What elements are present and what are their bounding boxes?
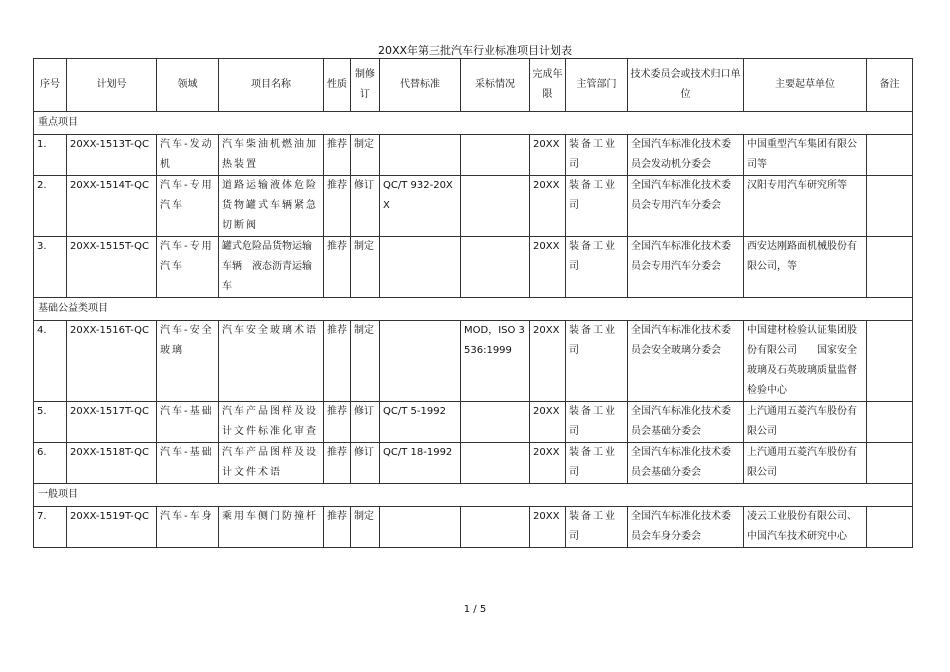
cell-committee: 全国汽车标准化技术委员会专用汽车分委会 <box>628 237 744 298</box>
header-completion-year: 完成年限 <box>530 59 566 112</box>
cell-field: 汽车-安全玻璃 <box>157 321 219 402</box>
cell-replaced-standard <box>380 507 461 548</box>
cell-field: 汽车-车身 <box>157 507 219 548</box>
table-row <box>34 321 913 402</box>
cell-note <box>867 237 913 298</box>
cell-committee: 全国汽车标准化技术委员会车身分委会 <box>628 507 744 548</box>
cell-committee: 全国汽车标准化技术委员会发动机分委会 <box>628 135 744 176</box>
cell-drafter: 中国建材检验认证集团股份有限公司 国家安全玻璃及石英玻璃质量监督检验中心 <box>744 321 867 402</box>
table-header-row <box>34 59 913 112</box>
section-title: 一般项目 <box>34 484 913 507</box>
cell-type: 制定 <box>351 135 380 176</box>
cell-plan-no: 20XX-1519T-QC <box>67 507 157 548</box>
cell-adoption <box>461 443 530 484</box>
section-row-basic-public-projects <box>34 298 913 321</box>
cell-adoption <box>461 507 530 548</box>
cell-drafter: 中国重型汽车集团有限公司等 <box>744 135 867 176</box>
cell-completion-year: 20XX <box>530 402 566 443</box>
cell-replaced-standard: QC/T 5-1992 <box>380 402 461 443</box>
cell-note <box>867 176 913 237</box>
section-title: 基础公益类项目 <box>34 298 913 321</box>
header-note: 备注 <box>867 59 913 112</box>
cell-seq: 2. <box>34 176 67 237</box>
document-title: 20XX年第三批汽车行业标准项目计划表 <box>377 44 573 57</box>
cell-adoption <box>461 176 530 237</box>
cell-completion-year: 20XX <box>530 443 566 484</box>
cell-seq: 6. <box>34 443 67 484</box>
cell-replaced-standard <box>380 321 461 402</box>
cell-project-name: 汽车柴油机燃油加热装置 <box>219 135 324 176</box>
header-seq: 序号 <box>34 59 67 112</box>
header-committee: 技术委员会或技术归口单位 <box>628 59 744 112</box>
cell-completion-year: 20XX <box>530 507 566 548</box>
cell-plan-no: 20XX-1514T-QC <box>67 176 157 237</box>
table-row <box>34 443 913 484</box>
cell-committee: 全国汽车标准化技术委员会基础分委会 <box>628 443 744 484</box>
cell-adoption <box>461 135 530 176</box>
cell-plan-no: 20XX-1517T-QC <box>67 402 157 443</box>
cell-replaced-standard: QC/T 18-1992 <box>380 443 461 484</box>
cell-committee: 全国汽车标准化技术委员会专用汽车分委会 <box>628 176 744 237</box>
cell-plan-no: 20XX-1518T-QC <box>67 443 157 484</box>
cell-project-name: 汽车产品图样及设计文件术语 <box>219 443 324 484</box>
table-row <box>34 176 913 237</box>
cell-note <box>867 135 913 176</box>
cell-nature: 推荐 <box>324 402 351 443</box>
cell-field: 汽车-专用汽车 <box>157 237 219 298</box>
cell-seq: 1. <box>34 135 67 176</box>
cell-nature: 推荐 <box>324 237 351 298</box>
cell-seq: 3. <box>34 237 67 298</box>
header-field: 领域 <box>157 59 219 112</box>
cell-seq: 7. <box>34 507 67 548</box>
cell-completion-year: 20XX <box>530 237 566 298</box>
header-plan-no: 计划号 <box>67 59 157 112</box>
cell-nature: 推荐 <box>324 321 351 402</box>
header-drafter: 主要起草单位 <box>744 59 867 112</box>
cell-department: 装备工业司 <box>566 507 628 548</box>
cell-completion-year: 20XX <box>530 135 566 176</box>
cell-type: 修订 <box>351 402 380 443</box>
cell-field: 汽车-专用汽车 <box>157 176 219 237</box>
cell-type: 制定 <box>351 237 380 298</box>
cell-adoption: MOD，ISO 3536:1999 <box>461 321 530 402</box>
cell-drafter: 西安达刚路面机械股份有限公司，等 <box>744 237 867 298</box>
cell-note <box>867 507 913 548</box>
header-replaced-standard: 代替标准 <box>380 59 461 112</box>
cell-note <box>867 443 913 484</box>
cell-field: 汽车-发动机 <box>157 135 219 176</box>
cell-plan-no: 20XX-1516T-QC <box>67 321 157 402</box>
cell-department: 装备工业司 <box>566 443 628 484</box>
cell-nature: 推荐 <box>324 176 351 237</box>
section-row-general-projects <box>34 484 913 507</box>
cell-adoption <box>461 237 530 298</box>
cell-department: 装备工业司 <box>566 176 628 237</box>
table-row <box>34 402 913 443</box>
page-number: 1 / 5 <box>463 604 487 615</box>
plan-table <box>33 58 913 548</box>
cell-drafter: 凌云工业股份有限公司、中国汽车技术研究中心 <box>744 507 867 548</box>
cell-drafter: 汉阳专用汽车研究所等 <box>744 176 867 237</box>
table-row <box>34 507 913 548</box>
cell-project-name: 汽车安全玻璃术语 <box>219 321 324 402</box>
cell-type: 制定 <box>351 507 380 548</box>
section-row-key-projects <box>34 112 913 135</box>
cell-note <box>867 321 913 402</box>
header-department: 主管部门 <box>566 59 628 112</box>
cell-plan-no: 20XX-1513T-QC <box>67 135 157 176</box>
cell-type: 制定 <box>351 321 380 402</box>
cell-field: 汽车-基础 <box>157 443 219 484</box>
cell-completion-year: 20XX <box>530 321 566 402</box>
cell-replaced-standard <box>380 237 461 298</box>
header-nature: 性质 <box>324 59 351 112</box>
cell-replaced-standard <box>380 135 461 176</box>
table-row <box>34 135 913 176</box>
cell-nature: 推荐 <box>324 507 351 548</box>
table-row <box>34 237 913 298</box>
cell-seq: 5. <box>34 402 67 443</box>
cell-note <box>867 402 913 443</box>
cell-nature: 推荐 <box>324 443 351 484</box>
cell-department: 装备工业司 <box>566 321 628 402</box>
cell-plan-no: 20XX-1515T-QC <box>67 237 157 298</box>
cell-type: 修订 <box>351 443 380 484</box>
header-adoption: 采标情况 <box>461 59 530 112</box>
section-title: 重点项目 <box>34 112 913 135</box>
cell-department: 装备工业司 <box>566 135 628 176</box>
cell-field: 汽车-基础 <box>157 402 219 443</box>
cell-drafter: 上汽通用五菱汽车股份有限公司 <box>744 402 867 443</box>
cell-project-name: 汽车产品图样及设计文件标准化审查 <box>219 402 324 443</box>
cell-drafter: 上汽通用五菱汽车股份有限公司 <box>744 443 867 484</box>
cell-completion-year: 20XX <box>530 176 566 237</box>
cell-adoption <box>461 402 530 443</box>
header-project-name: 项目名称 <box>219 59 324 112</box>
cell-replaced-standard: QC/T 932-20XX <box>380 176 461 237</box>
cell-type: 修订 <box>351 176 380 237</box>
header-type: 制修订 <box>351 59 380 112</box>
cell-nature: 推荐 <box>324 135 351 176</box>
cell-committee: 全国汽车标准化技术委员会安全玻璃分委会 <box>628 321 744 402</box>
cell-department: 装备工业司 <box>566 402 628 443</box>
cell-project-name: 道路运输液体危险货物罐式车辆紧急切断阀 <box>219 176 324 237</box>
cell-project-name: 罐式危险品货物运输车辆 液态沥青运输车 <box>219 237 324 298</box>
cell-department: 装备工业司 <box>566 237 628 298</box>
cell-seq: 4. <box>34 321 67 402</box>
cell-project-name: 乘用车侧门防撞杆 <box>219 507 324 548</box>
cell-committee: 全国汽车标准化技术委员会基础分委会 <box>628 402 744 443</box>
